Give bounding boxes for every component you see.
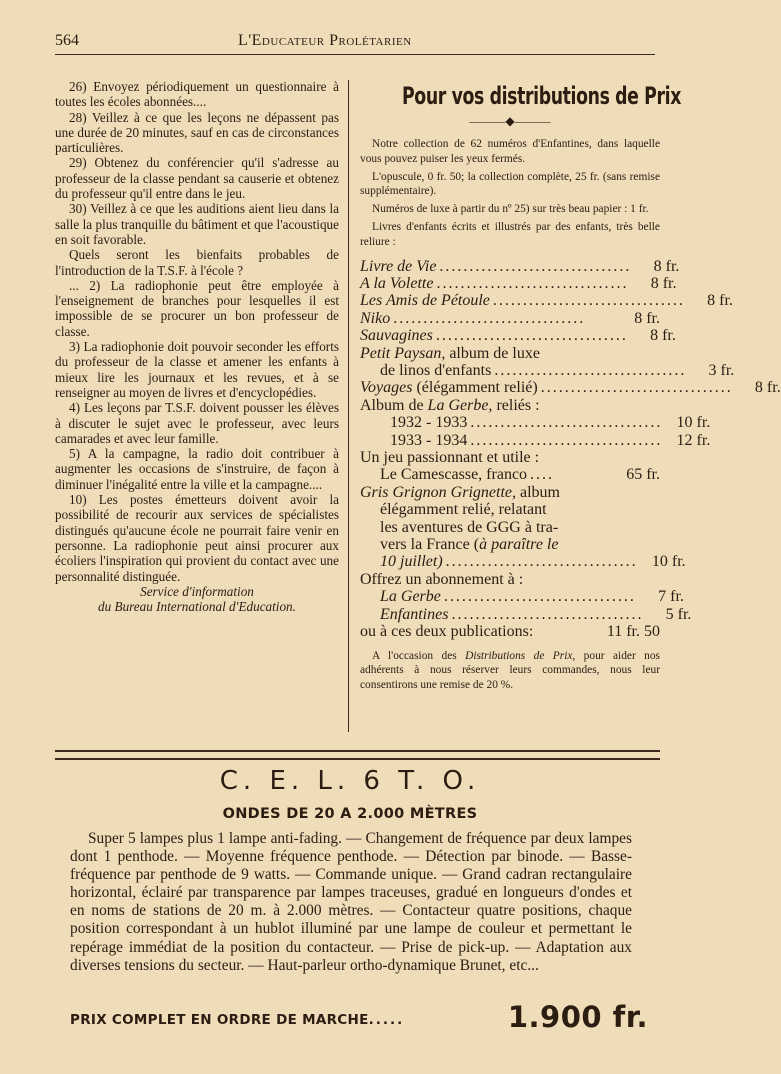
advert-price: 1.900 fr.: [507, 1000, 648, 1034]
advert-brand: C. E. L. 6 T. O.: [219, 766, 481, 796]
list-item: [360, 345, 660, 362]
paragraph: ... 2) La radiophonie peut être employée à l'enseignement de branches pour lesquelles il est impossible de se procurer un bon professeur de classe.: [55, 277, 339, 339]
leader-dots: ................................: [435, 327, 628, 345]
list-item: [360, 292, 733, 310]
right-column-prizes: [360, 80, 781, 704]
item-year: 1932 - 1933: [390, 414, 468, 432]
item-title: Niko: [360, 309, 391, 327]
item-subscription: ou à ces deux publications:: [360, 623, 534, 641]
item-subtitle: de linos d'enfants: [380, 362, 492, 380]
paragraph: 26) Envoyez périodiquement un questionnaire à toutes les écoles abonnées....: [55, 79, 339, 110]
item-price: 12 fr.: [676, 431, 711, 449]
ornament-divider: ———◆———: [469, 114, 551, 128]
list-item: [360, 310, 660, 327]
list-item: [360, 605, 692, 623]
leader-dots: ................................: [494, 362, 687, 380]
item-price: 3 fr.: [708, 362, 735, 380]
left-column-article: [55, 79, 339, 614]
item-title: Les Amis de Pétoule: [360, 292, 490, 310]
item-price: 10 fr.: [651, 553, 686, 571]
leader-dots: [533, 623, 607, 640]
journal-title: L'Educateur Prolétarien: [238, 32, 412, 49]
list-item-continuation: [360, 501, 660, 518]
page-number: 564: [55, 32, 79, 49]
paragraph: 28) Veillez à ce que les leçons ne dépassent pas une durée de 20 minutes, sauf en cas de circonstances particulières.: [55, 109, 339, 156]
intro-paragraph: Livres d'enfants écrits et illustrés par des enfants, très belle reliure :: [360, 220, 660, 248]
item-description: 10 juillet): [380, 553, 443, 571]
leader-dots: ................................: [470, 431, 663, 449]
item-title-rest: album: [516, 483, 560, 501]
item-price: 65 fr.: [626, 466, 660, 484]
advert-footer: [70, 1002, 650, 1038]
leader-dots: ....: [530, 466, 555, 484]
list-item-continuation: [360, 536, 660, 553]
paragraph: 3) La radiophonie doit pouvoir seconder les efforts du professeur de la classe et amener les enfants à mieux lire les journaux et les revues, et à se renseigner au moyen de livres et d'encyclopédies.: [55, 339, 339, 400]
leader-dots: ................................: [540, 379, 733, 397]
item-description: élégamment relié, relatant: [380, 501, 547, 519]
leader-dots: ................................: [393, 309, 586, 327]
leader-dots: ................................: [445, 553, 638, 571]
intro-paragraph: Numéros de luxe à partir du nº 25) sur très beau papier : 1 fr.: [372, 203, 649, 216]
item-description-italic: à paraître le: [479, 536, 559, 554]
leader-dots: ................................: [443, 588, 636, 606]
list-item: [360, 274, 677, 292]
column-divider: [348, 80, 349, 732]
leader-dots: ................................: [470, 414, 663, 432]
leader-dots: ................................: [492, 292, 685, 310]
page-header: [55, 30, 655, 56]
item-description: [380, 536, 558, 553]
item-title: Livre de Vie: [360, 257, 437, 275]
list-item-continuation: [360, 553, 686, 571]
item-title: A la Volette: [360, 274, 434, 292]
leader-dots: .....: [368, 1012, 405, 1028]
intro-paragraph: Notre collection de 62 numéros d'Enfantines, dans laquelle vous pouvez puiser les yeux fermés.: [360, 138, 660, 165]
header-rule: [55, 54, 655, 55]
signature-line-2: du Bureau International d'Education.: [98, 599, 296, 615]
list-item: [360, 379, 781, 397]
list-item: [360, 414, 711, 432]
advert-description: Super 5 lampes plus 1 lampe anti-fading. — Changement de fréquence par deux lampes dont 1 penthode. — Moyenne fréquence penthode. — Détection par binode. — Basse-fréquence par penthode de 9 watts. — Commande unique. — Grand cadran rectangulaire horizontal, éclairé par transparence par lampes traceuses, gradué en longueurs d'ondes et en noms de stations de 20 m. à 2.000 mètres. — Contacteur quatre positions, chaque position correspondant à un hublot illuminé par une lampe de couleur et permettant le repérage immédiat de la position du contacteur. — Prise de pick-up. — Adaptation aux diverses tensions du secteur. — Haut-parleur ortho-dynamique Brunet, etc...: [70, 830, 632, 974]
item-price: 10 fr.: [676, 414, 711, 432]
note-italic: Distributions de Prix,: [465, 649, 576, 662]
item-title-rest: album de luxe: [445, 344, 540, 362]
item-title-italic: Gris Grignon Grignette,: [360, 483, 516, 501]
item-price: 5 fr.: [665, 605, 692, 623]
leader-dots: ................................: [439, 257, 632, 275]
price-label: [70, 1012, 404, 1028]
list-item: [360, 327, 676, 345]
item-price: 7 fr.: [658, 588, 684, 606]
paragraph: 10) Les postes émetteurs doivent avoir la possibilité de recourir aux services de spécialistes distingués qu'aucune école ne pourrait faire venir en personne. La radiophonie peut ainsi procurer aux écoliers l'inspiration qui provient du contact avec une personnalité distinguée.: [55, 492, 339, 584]
item-price: 8 fr.: [653, 257, 680, 275]
item-price: 11 fr. 50: [606, 623, 660, 641]
item-title: Sauvagines: [360, 327, 433, 345]
signature-line-1: Service d'information: [140, 583, 254, 599]
item-description-text: vers la France (: [380, 536, 480, 554]
intro-paragraph: L'opuscule, 0 fr. 50; la collection complète, 25 fr. (sans remise supplémentaire).: [360, 170, 660, 198]
list-item: [360, 623, 660, 640]
item-year: 1933 - 1934: [390, 431, 468, 449]
item-price: 8 fr.: [707, 292, 733, 310]
price-list: [360, 257, 781, 641]
discount-note: [360, 649, 660, 693]
item-title-italic: La Gerbe,: [427, 396, 493, 414]
item-title-prefix: Album de: [360, 396, 428, 414]
item-price: 8 fr.: [650, 274, 677, 292]
paragraph: 4) Les leçons par T.S.F. doivent pousser les élèves à discuter le sujet avec le professeur, avec leurs camarades et avec leur famille.: [55, 400, 339, 446]
list-item-continuation: [360, 519, 660, 536]
advert-subtitle: ONDES DE 20 A 2.000 MÈTRES: [222, 806, 478, 822]
list-item: [360, 431, 711, 449]
item-title-italic: Voyages: [360, 379, 413, 397]
item-title: Un jeu passionnant et utile :: [360, 449, 540, 467]
list-item: [360, 257, 680, 275]
note-text: pour aider nos adhérents à nous réserver leurs commandes, nous leur consentirons une remise de 20 %.: [360, 649, 660, 691]
item-price: 8 fr.: [650, 327, 676, 345]
advert-body: [70, 830, 632, 975]
prizes-title: Pour vos distributions de Prix: [402, 82, 681, 110]
list-item: [360, 466, 660, 483]
list-item: [360, 397, 660, 414]
paragraph: 29) Obtenez du conférencier qu'il s'adresse au professeur de la classe pendant sa causerie et obtenez du professeur qu'il entre dans le jeu.: [55, 155, 339, 202]
paragraph: 30) Veillez à ce que les auditions aient lieu dans la salle la plus tranquille du bâtiment et que l'acoustique en soit favorable.: [55, 201, 339, 247]
list-item: [360, 588, 684, 606]
list-item: [360, 484, 660, 501]
item-subtitle: Le Camescasse, franco: [380, 466, 528, 484]
item-title-rest: (élégamment relié): [412, 379, 538, 397]
list-item: [360, 571, 660, 588]
list-item: [360, 449, 660, 466]
item-subscription: Enfantines: [380, 605, 449, 623]
item-title: Offrez un abonnement à :: [360, 570, 524, 588]
item-subscription: La Gerbe: [380, 588, 441, 606]
list-item: [360, 362, 735, 380]
paragraph: 5) A la campagne, la radio doit contribuer à augmenter les occasions de s'instruire, de façon à diminuer l'inégalité entre la ville et la campagne....: [55, 446, 339, 492]
item-title: [360, 345, 540, 362]
item-title: [360, 379, 538, 396]
leader-dots: ................................: [451, 605, 644, 623]
item-title: [360, 397, 540, 414]
paragraph: Quels seront les bienfaits probables de l'introduction de la T.S.F. à l'école ?: [55, 247, 339, 278]
note-text: A l'occasion des: [372, 649, 466, 662]
section-divider: [55, 750, 660, 760]
item-description: les aventures de GGG à tra-: [380, 518, 559, 536]
item-title-italic: Petit Paysan,: [360, 344, 446, 362]
leader-dots: ................................: [436, 274, 629, 292]
item-price: 8 fr.: [754, 379, 781, 397]
item-title: [360, 484, 560, 501]
price-label-text: PRIX COMPLET EN ORDRE DE MARCHE: [70, 1012, 369, 1028]
item-title-rest: reliés :: [492, 396, 540, 414]
item-price: 8 fr.: [634, 309, 660, 327]
